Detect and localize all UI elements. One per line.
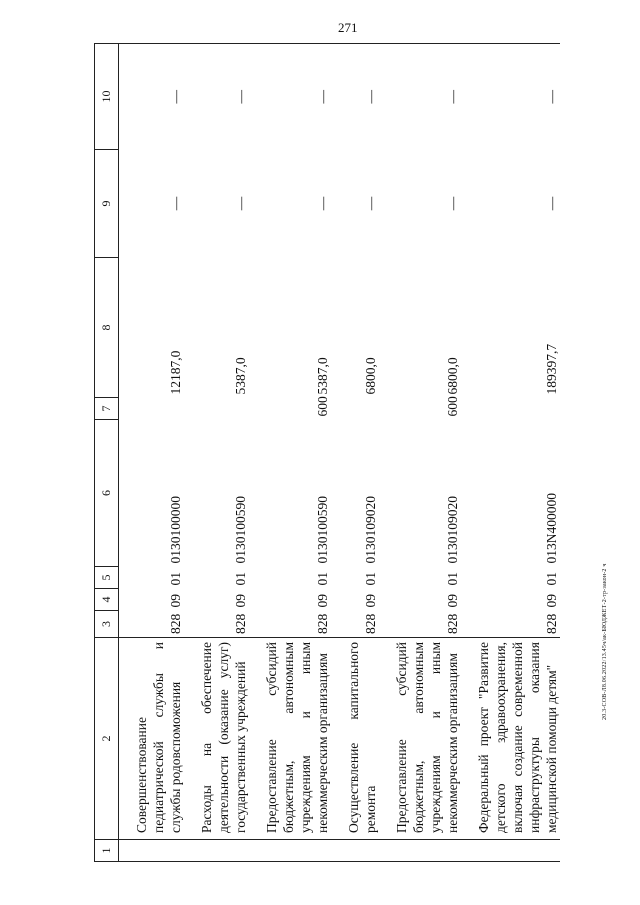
header-col-5: 5 <box>95 567 119 589</box>
cell-col-5: 01 <box>315 572 330 586</box>
table-row <box>263 44 331 862</box>
cell-col-6: 0130100590 <box>315 496 330 564</box>
table-row <box>345 44 379 862</box>
header-col-7: 7 <box>95 398 119 420</box>
cell-col-8: 6800,0 <box>445 357 460 395</box>
table-row <box>475 44 560 862</box>
cell-col-7 <box>198 398 249 420</box>
cell-col-9: — <box>315 196 330 211</box>
cell-col-3: 828 <box>315 613 330 634</box>
cell-col-9: — <box>363 196 378 211</box>
cell-col-8: 6800,0 <box>363 357 378 395</box>
cell-col-5: 01 <box>544 572 559 586</box>
cell-col-7: 600 <box>445 396 460 417</box>
cell-col-5: 01 <box>168 572 183 586</box>
cell-col-1 <box>345 840 379 862</box>
cell-col-8: 5387,0 <box>315 357 330 395</box>
cell-col-10: — <box>263 44 331 150</box>
header-col-2: 2 <box>95 638 119 840</box>
cell-col-7 <box>345 398 379 420</box>
cell-col-10: — <box>475 44 560 150</box>
header-col-10: 10 <box>95 44 119 150</box>
cell-description: Федеральный проект "Развитие детского здравоохранения, включая создание современной инфраструктуры оказания медицинской помощи детям" <box>475 638 560 840</box>
header-col-9: 9 <box>95 150 119 258</box>
cell-col-9: — <box>544 196 559 211</box>
cell-description: Расходы на обеспечение деятельности (оказание услуг) государственных учреждений <box>198 638 249 840</box>
cell-description: Осуществление капитального ремонта <box>345 638 379 840</box>
cell-col-10: — <box>198 44 249 150</box>
budget-table <box>94 43 560 862</box>
cell-col-7 <box>475 398 560 420</box>
cell-col-6: 0130100590 <box>233 496 248 564</box>
cell-col-1 <box>393 840 461 862</box>
cell-col-5: 01 <box>445 572 460 586</box>
cell-col-4: 09 <box>445 594 460 608</box>
header-col-3: 3 <box>95 611 119 638</box>
cell-description: Предоставление субсидий бюджетным, автономным учреждениям и иным некоммерческим организациям <box>263 638 331 840</box>
cell-col-3: 828 <box>363 613 378 634</box>
table-header <box>95 44 119 862</box>
budget-table-container <box>94 44 591 862</box>
cell-col-7: 600 <box>315 396 330 417</box>
table-row <box>198 44 249 862</box>
cell-col-6: 0130100000 <box>168 496 183 564</box>
header-col-4: 4 <box>95 589 119 611</box>
cell-col-3: 828 <box>233 613 248 634</box>
cell-description: Совершенствование педиатрической службы и службы родовспоможения <box>133 638 184 840</box>
cell-col-4: 09 <box>233 594 248 608</box>
cell-col-7 <box>133 398 184 420</box>
cell-col-6: 0130109020 <box>445 496 460 564</box>
cell-col-10: — <box>133 44 184 150</box>
cell-col-5: 01 <box>363 572 378 586</box>
cell-col-6: 0130109020 <box>363 496 378 564</box>
cell-col-9: — <box>445 196 460 211</box>
cell-col-8: 5387,0 <box>233 357 248 395</box>
table-row <box>393 44 461 862</box>
cell-col-1 <box>133 840 184 862</box>
cell-col-6: 013N400000 <box>544 493 559 564</box>
cell-col-1 <box>475 840 560 862</box>
cell-col-1 <box>198 840 249 862</box>
cell-col-1 <box>263 840 331 862</box>
cell-description: Предоставление субсидий бюджетным, автономным учреждениям и иным некоммерческим организациям <box>393 638 461 840</box>
cell-col-4: 09 <box>315 594 330 608</box>
cell-col-3: 828 <box>445 613 460 634</box>
page-number: 271 <box>338 20 358 35</box>
cell-col-4: 09 <box>544 594 559 608</box>
header-col-1: 1 <box>95 840 119 862</box>
cell-col-3: 828 <box>544 613 559 634</box>
cell-col-4: 09 <box>363 594 378 608</box>
cell-col-8: 12187,0 <box>168 350 183 395</box>
cell-col-3: 828 <box>168 613 183 634</box>
cell-col-5: 01 <box>233 572 248 586</box>
cell-col-9: — <box>168 196 183 211</box>
cell-col-10: — <box>393 44 461 150</box>
cell-col-8: 189397,7 <box>544 343 559 395</box>
cell-col-10: — <box>345 44 379 150</box>
header-col-8: 8 <box>95 258 119 398</box>
table-row <box>133 44 184 862</box>
header-col-6: 6 <box>95 420 119 567</box>
print-footer-text: 20.3-СОВ-Л8.06.2022/13.45ч/ак-БЮДЖЕТ-2-тр-закон-2 ч <box>602 563 608 720</box>
cell-col-4: 09 <box>168 594 183 608</box>
print-footer <box>602 40 614 720</box>
table-body <box>119 44 561 862</box>
cell-col-9: — <box>233 196 248 211</box>
